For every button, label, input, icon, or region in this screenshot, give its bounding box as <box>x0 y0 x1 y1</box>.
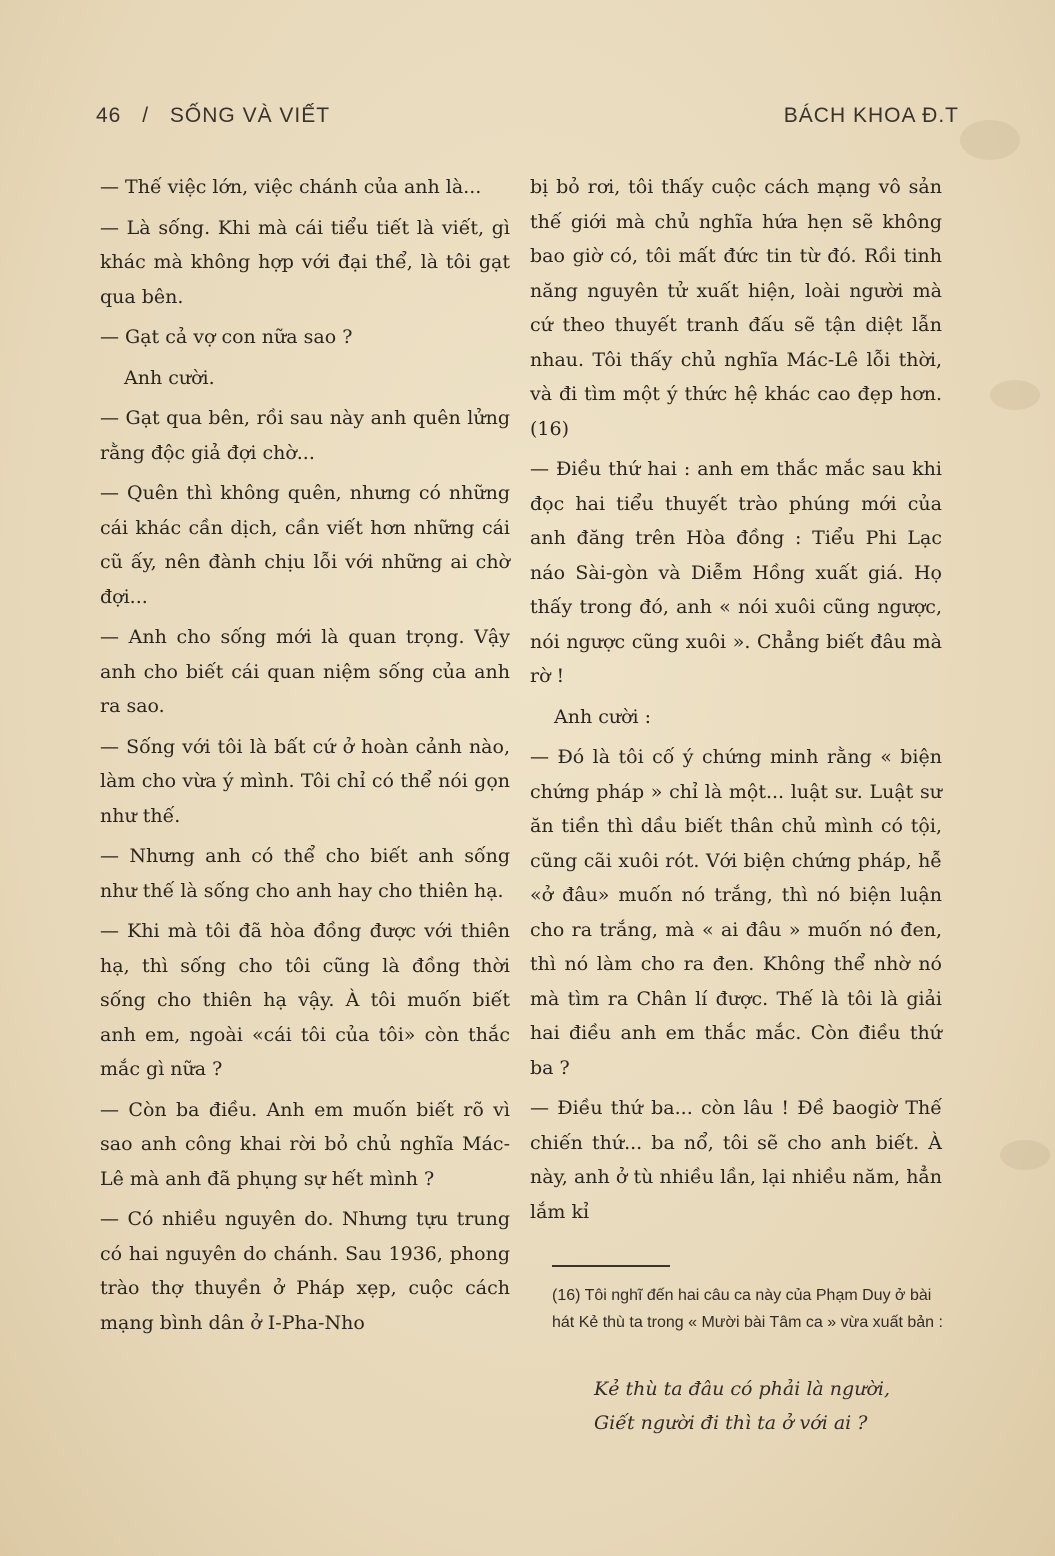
paragraph: — Là sống. Khi mà cái tiểu tiết là viết, gì khác mà không hợp với đại thể, là tôi gạt qua bên. <box>100 216 510 308</box>
paragraph: — Thế việc lớn, việc chánh của anh là... <box>100 176 482 198</box>
paragraph: Anh cười : <box>554 705 652 728</box>
magazine-title: BÁCH KHOA Đ.T <box>783 104 959 127</box>
poem-line: Kẻ thù ta đâu có phải là người, <box>594 1378 890 1400</box>
section-title: SỐNG VÀ VIẾT <box>169 104 331 127</box>
paper-stain <box>1000 1140 1050 1170</box>
header-left <box>96 104 330 128</box>
footnote-poem <box>594 1372 954 1440</box>
page-number: 46 <box>96 104 122 127</box>
running-header <box>96 104 959 138</box>
left-column <box>100 170 510 1346</box>
paragraph: — Gạt qua bên, rồi sau này anh quên lửng rằng độc giả đợi chờ... <box>100 407 510 464</box>
paragraph: — Quên thì không quên, nhưng có những cái khác cần dịch, cần viết hơn những cái cũ ấy, nên đành chịu lỗi với những ai chờ đợi... <box>100 482 510 608</box>
paragraph: — Khi mà tôi đã hòa đồng được với thiên hạ, thì sống cho tôi cũng là đồng thời sống cho thiên hạ vậy. À tôi muốn biết anh em, ngoài «cái tôi của tôi» còn thắc mắc gì nữa ? <box>100 920 510 1080</box>
paper-stain <box>990 380 1040 410</box>
footnote-rule <box>552 1265 670 1267</box>
poem-line: Giết người đi thì ta ở với ai ? <box>594 1412 868 1434</box>
paragraph: — Anh cho sống mới là quan trọng. Vậy anh cho biết cái quan niệm sống của anh ra sao. <box>100 626 510 717</box>
header-separator: / <box>142 104 150 127</box>
paragraph: — Có nhiều nguyên do. Nhưng tựu trung có hai nguyên do chánh. Sau 1936, phong trào thợ thuyền ở Pháp xẹp, cuộc cách mạng bình dân ở I-Pha-Nho <box>100 1208 510 1334</box>
paragraph: — Nhưng anh có thể cho biết anh sống như thế là sống cho anh hay cho thiên hạ. <box>100 845 510 902</box>
paragraph: bị bỏ rơi, tôi thấy cuộc cách mạng vô sản thế giới mà chủ nghĩa hứa hẹn sẽ không bao giờ có, tôi mất đức tin từ đó. Rồi tinh năng nguyên tử xuất hiện, loài người mà cứ theo thuyết tranh đấu sẽ tận diệt lẫn nhau. Tôi thấy chủ nghĩa Mác-Lê lỗi thời, và đi tìm một ý thức hệ khác cao đẹp hơn. (16) <box>530 176 942 440</box>
paragraph: — Đó là tôi cố ý chứng minh rằng « biện chứng pháp » chỉ là một... luật sư. Luật sư ăn tiền thì dầu biết thân chủ mình có tội, cũng cãi xuôi rót. Với biện chứng pháp, hễ «ở đâu» muốn nó trắng, thì nó biện luận cho ra trắng, mà « ai đâu » muốn nó đen, thì nó làm cho ra đen. Không thể nhờ nó mà tìm ra Chân lí được. Thế là tôi là giải hai điều anh em thắc mắc. Còn điều thứ ba ? <box>530 746 942 1079</box>
paragraph: — Sống với tôi là bất cứ ở hoàn cảnh nào, làm cho vừa ý mình. Tôi chỉ có thể nói gọn như thế. <box>100 735 510 827</box>
paragraph: Anh cười. <box>124 366 215 389</box>
paragraph: — Điều thứ ba... còn lâu ! Đề baogiờ Thế chiến thứ... ba nổ, tôi sẽ cho anh biết. À này, anh ở tù nhiều lần, lại nhiều năm, hẳn lắm kỉ <box>530 1097 942 1223</box>
paper-stain <box>960 120 1020 160</box>
footnote: (16) Tôi nghĩ đến hai câu ca này của Phạm Duy ở bài hát Kẻ thù ta trong « Mười bài Tâm ca » vừa xuất bản : <box>552 1287 943 1331</box>
right-column <box>530 170 942 1235</box>
paragraph: — Điều thứ hai : anh em thắc mắc sau khi đọc hai tiểu thuyết trào phúng mới của anh đăng trên Hòa đồng : Tiểu Phi Lạc náo Sài-gòn và Diễm Hồng xuất giá. Họ thấy trong đó, anh « nói xuôi cũng ngược, nói ngược cũng xuôi ». Chẳng biết đâu mà rờ ! <box>530 458 942 687</box>
paragraph: — Còn ba điều. Anh em muốn biết rõ vì sao anh công khai rời bỏ chủ nghĩa Mác-Lê mà anh đã phụng sự hết mình ? <box>100 1098 510 1190</box>
paragraph: — Gạt cả vợ con nữa sao ? <box>100 326 353 348</box>
